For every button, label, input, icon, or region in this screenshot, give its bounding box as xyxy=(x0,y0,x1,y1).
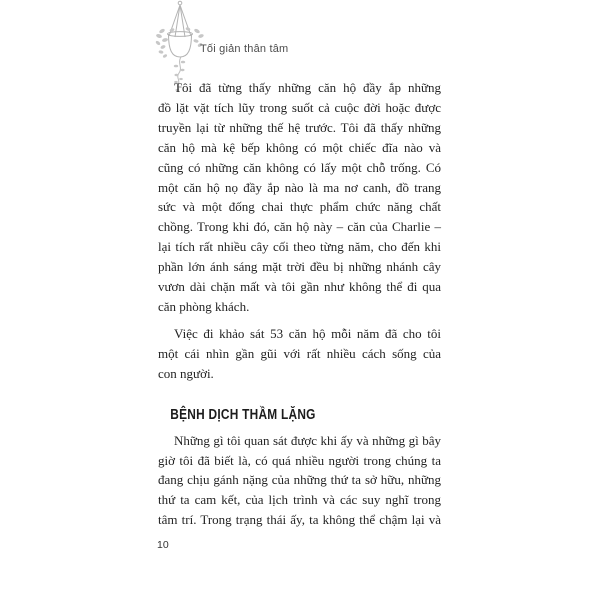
text-line: vươn dài chặn mất và tôi gần như không thể đi qua xyxy=(158,279,441,295)
text-line: tâm trí. Trong trạng thái ấy, ta không thể chậm lại và xyxy=(158,512,441,528)
text-line: căn hộ mà kệ bếp không có một chiếc đĩa nào và xyxy=(158,139,441,155)
section-heading: BỆNH DỊCH THẦM LẶNG xyxy=(170,406,316,423)
text-line: lại tích rất nhiều cây cối theo từng năm, cho đến khi xyxy=(158,239,441,255)
page-number: 10 xyxy=(157,539,169,551)
text-line: chồng. Trong khi đó, căn hộ này – căn của Charlie – xyxy=(158,219,441,235)
text-line: một cái nhìn gần gũi với rất nhiều cách sống của xyxy=(158,345,441,361)
text-line: Việc đi khảo sát 53 căn hộ mỗi năm đã cho tôi xyxy=(174,325,441,341)
running-header: Tối giản thân tâm xyxy=(200,43,289,55)
paragraph-1 xyxy=(158,78,441,317)
text-line: Tôi đã từng thấy những căn hộ đầy ắp những xyxy=(174,80,441,95)
body-text-block xyxy=(158,78,441,530)
text-line: đang chịu gánh nặng của những thứ ta sở hữu, những xyxy=(158,472,441,488)
text-line: truyền lại từ những thế hệ trước. Tôi đã thấy những xyxy=(158,119,441,135)
text-line: Những gì tôi quan sát được khi ấy và những gì bây xyxy=(174,432,441,448)
paragraph-2 xyxy=(158,324,441,384)
text-line: phần lớn ánh sáng mặt trời đều bị những nhánh cây xyxy=(158,259,441,275)
text-line: thứ ta cam kết, của lịch trình và các suy nghĩ trong xyxy=(158,492,441,508)
text-line: căn phòng khách. xyxy=(158,298,250,314)
paragraph-3 xyxy=(158,431,441,531)
text-line: một căn hộ nọ đầy ắp nào là ma nơ canh, đồ trang xyxy=(158,179,441,195)
text-line: đồ lặt vặt tích lũy trong suốt cả cuộc đời hoặc được xyxy=(158,99,441,115)
text-line: con người. xyxy=(158,365,214,381)
text-line: cũng có những căn không có lấy một chỗ trống. Có xyxy=(158,159,441,175)
text-line: giờ tôi đã biết là, có quá nhiều người trong chúng ta xyxy=(158,452,441,468)
text-line: sức và một đống chai thực phẩm chức năng chất xyxy=(158,199,441,215)
